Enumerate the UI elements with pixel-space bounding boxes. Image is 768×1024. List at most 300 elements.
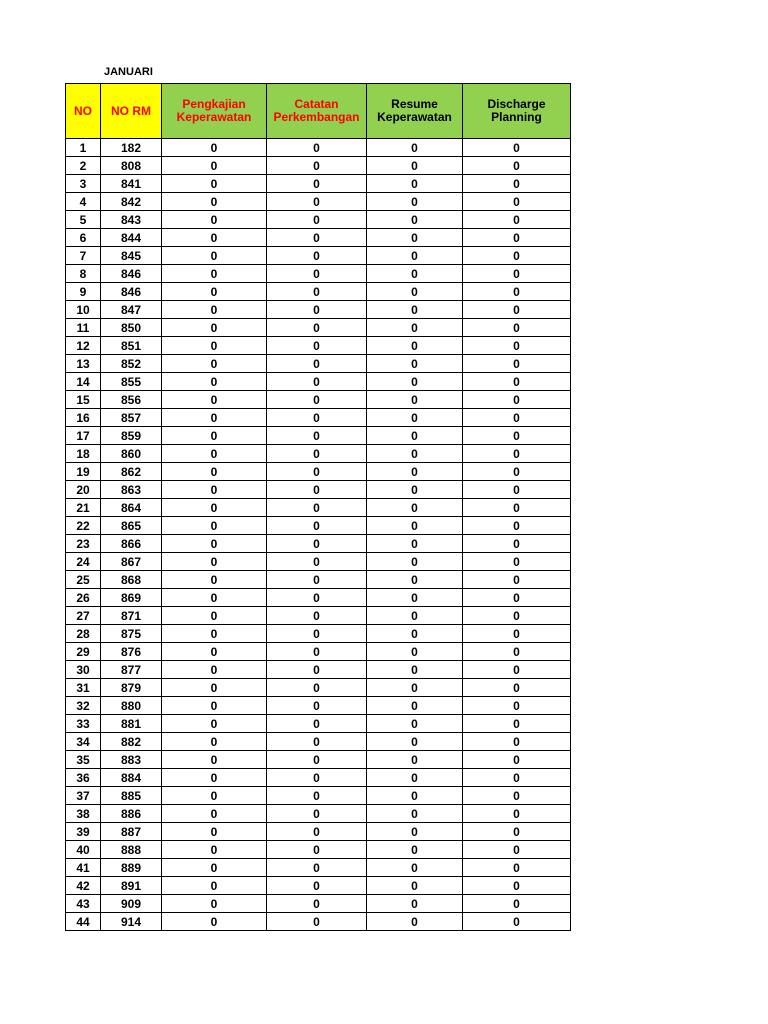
cell-no: 44	[66, 913, 101, 931]
cell-no-rm: 876	[101, 643, 162, 661]
cell-pengkajian: 0	[162, 859, 267, 877]
cell-resume: 0	[367, 697, 463, 715]
cell-resume: 0	[367, 787, 463, 805]
cell-discharge: 0	[463, 697, 571, 715]
cell-no: 39	[66, 823, 101, 841]
cell-pengkajian: 0	[162, 787, 267, 805]
table-row	[66, 229, 571, 247]
cell-pengkajian: 0	[162, 841, 267, 859]
header-text-line: Resume	[391, 97, 438, 111]
cell-resume: 0	[367, 625, 463, 643]
cell-resume: 0	[367, 535, 463, 553]
cell-no-rm: 891	[101, 877, 162, 895]
cell-discharge: 0	[463, 913, 571, 931]
table-row	[66, 607, 571, 625]
cell-pengkajian: 0	[162, 697, 267, 715]
cell-resume: 0	[367, 841, 463, 859]
table-row	[66, 517, 571, 535]
cell-catatan: 0	[267, 625, 367, 643]
cell-catatan: 0	[267, 787, 367, 805]
cell-no-rm: 882	[101, 733, 162, 751]
cell-catatan: 0	[267, 229, 367, 247]
cell-resume: 0	[367, 301, 463, 319]
cell-no-rm: 847	[101, 301, 162, 319]
cell-resume: 0	[367, 715, 463, 733]
cell-resume: 0	[367, 553, 463, 571]
cell-discharge: 0	[463, 571, 571, 589]
cell-no: 31	[66, 679, 101, 697]
cell-no-rm: 850	[101, 319, 162, 337]
table-row	[66, 859, 571, 877]
cell-catatan: 0	[267, 301, 367, 319]
cell-no: 24	[66, 553, 101, 571]
cell-pengkajian: 0	[162, 913, 267, 931]
cell-resume: 0	[367, 859, 463, 877]
cell-no: 38	[66, 805, 101, 823]
cell-catatan: 0	[267, 589, 367, 607]
cell-no: 29	[66, 643, 101, 661]
cell-no-rm: 875	[101, 625, 162, 643]
cell-pengkajian: 0	[162, 463, 267, 481]
cell-catatan: 0	[267, 139, 367, 157]
table-row	[66, 643, 571, 661]
cell-resume: 0	[367, 895, 463, 913]
table-row	[66, 355, 571, 373]
table-row	[66, 823, 571, 841]
table-row	[66, 247, 571, 265]
cell-resume: 0	[367, 175, 463, 193]
cell-pengkajian: 0	[162, 481, 267, 499]
cell-no-rm: 865	[101, 517, 162, 535]
cell-no: 42	[66, 877, 101, 895]
table-row	[66, 733, 571, 751]
cell-resume: 0	[367, 229, 463, 247]
cell-discharge: 0	[463, 139, 571, 157]
cell-resume: 0	[367, 769, 463, 787]
table-row	[66, 175, 571, 193]
table-row	[66, 661, 571, 679]
cell-pengkajian: 0	[162, 301, 267, 319]
cell-no-rm: 868	[101, 571, 162, 589]
cell-no-rm: 888	[101, 841, 162, 859]
cell-pengkajian: 0	[162, 661, 267, 679]
cell-no-rm: 914	[101, 913, 162, 931]
table-row	[66, 841, 571, 859]
table-row	[66, 913, 571, 931]
cell-discharge: 0	[463, 265, 571, 283]
cell-no: 21	[66, 499, 101, 517]
cell-discharge: 0	[463, 247, 571, 265]
table-row	[66, 193, 571, 211]
cell-discharge: 0	[463, 193, 571, 211]
cell-catatan: 0	[267, 481, 367, 499]
cell-pengkajian: 0	[162, 589, 267, 607]
table-row	[66, 211, 571, 229]
cell-no-rm: 864	[101, 499, 162, 517]
cell-discharge: 0	[463, 157, 571, 175]
cell-no: 15	[66, 391, 101, 409]
cell-discharge: 0	[463, 679, 571, 697]
table-row	[66, 589, 571, 607]
header-text-line: Keperawatan	[176, 110, 252, 124]
cell-pengkajian: 0	[162, 391, 267, 409]
nursing-documentation-table	[65, 83, 571, 931]
cell-resume: 0	[367, 823, 463, 841]
cell-no: 14	[66, 373, 101, 391]
cell-pengkajian: 0	[162, 211, 267, 229]
cell-discharge: 0	[463, 607, 571, 625]
cell-no: 12	[66, 337, 101, 355]
header-text-line: Keperawatan	[377, 110, 452, 124]
cell-no: 34	[66, 733, 101, 751]
cell-catatan: 0	[267, 247, 367, 265]
cell-no-rm: 846	[101, 265, 162, 283]
cell-pengkajian: 0	[162, 553, 267, 571]
table-row	[66, 445, 571, 463]
cell-discharge: 0	[463, 283, 571, 301]
cell-no: 22	[66, 517, 101, 535]
cell-no-rm: 866	[101, 535, 162, 553]
cell-no-rm: 889	[101, 859, 162, 877]
table-row	[66, 391, 571, 409]
cell-catatan: 0	[267, 895, 367, 913]
cell-pengkajian: 0	[162, 283, 267, 301]
cell-no-rm: 881	[101, 715, 162, 733]
cell-no: 3	[66, 175, 101, 193]
cell-resume: 0	[367, 643, 463, 661]
cell-pengkajian: 0	[162, 445, 267, 463]
cell-discharge: 0	[463, 319, 571, 337]
cell-catatan: 0	[267, 733, 367, 751]
header-no: NO	[66, 84, 101, 139]
cell-catatan: 0	[267, 337, 367, 355]
cell-discharge: 0	[463, 877, 571, 895]
cell-catatan: 0	[267, 553, 367, 571]
cell-catatan: 0	[267, 697, 367, 715]
cell-resume: 0	[367, 373, 463, 391]
cell-no-rm: 909	[101, 895, 162, 913]
table-row	[66, 895, 571, 913]
table-row	[66, 625, 571, 643]
cell-catatan: 0	[267, 913, 367, 931]
cell-no: 7	[66, 247, 101, 265]
cell-catatan: 0	[267, 427, 367, 445]
cell-resume: 0	[367, 733, 463, 751]
cell-no-rm: 884	[101, 769, 162, 787]
cell-discharge: 0	[463, 769, 571, 787]
cell-catatan: 0	[267, 463, 367, 481]
cell-pengkajian: 0	[162, 337, 267, 355]
cell-resume: 0	[367, 481, 463, 499]
cell-catatan: 0	[267, 607, 367, 625]
header-text-line: Planning	[491, 110, 542, 124]
cell-no-rm: 863	[101, 481, 162, 499]
cell-no-rm: 852	[101, 355, 162, 373]
cell-discharge: 0	[463, 859, 571, 877]
cell-pengkajian: 0	[162, 157, 267, 175]
cell-resume: 0	[367, 409, 463, 427]
cell-no: 23	[66, 535, 101, 553]
cell-discharge: 0	[463, 211, 571, 229]
table-row	[66, 697, 571, 715]
cell-no-rm: 879	[101, 679, 162, 697]
cell-catatan: 0	[267, 445, 367, 463]
cell-resume: 0	[367, 751, 463, 769]
cell-no-rm: 883	[101, 751, 162, 769]
cell-pengkajian: 0	[162, 427, 267, 445]
cell-no-rm: 844	[101, 229, 162, 247]
header-resume-keperawatan	[367, 84, 463, 139]
cell-resume: 0	[367, 247, 463, 265]
cell-discharge: 0	[463, 355, 571, 373]
cell-catatan: 0	[267, 517, 367, 535]
header-discharge-planning	[463, 84, 571, 139]
cell-discharge: 0	[463, 463, 571, 481]
cell-resume: 0	[367, 355, 463, 373]
cell-resume: 0	[367, 337, 463, 355]
cell-catatan: 0	[267, 643, 367, 661]
cell-no: 25	[66, 571, 101, 589]
cell-catatan: 0	[267, 823, 367, 841]
table-body	[66, 139, 571, 931]
cell-no-rm: 856	[101, 391, 162, 409]
table-row	[66, 535, 571, 553]
cell-no: 32	[66, 697, 101, 715]
cell-catatan: 0	[267, 193, 367, 211]
cell-no-rm: 869	[101, 589, 162, 607]
cell-resume: 0	[367, 139, 463, 157]
table-row	[66, 463, 571, 481]
cell-discharge: 0	[463, 733, 571, 751]
cell-no: 19	[66, 463, 101, 481]
cell-pengkajian: 0	[162, 679, 267, 697]
table-row	[66, 679, 571, 697]
cell-no-rm: 857	[101, 409, 162, 427]
cell-discharge: 0	[463, 301, 571, 319]
cell-resume: 0	[367, 589, 463, 607]
cell-catatan: 0	[267, 841, 367, 859]
cell-no: 30	[66, 661, 101, 679]
cell-no: 27	[66, 607, 101, 625]
cell-catatan: 0	[267, 409, 367, 427]
cell-catatan: 0	[267, 319, 367, 337]
table-row	[66, 571, 571, 589]
cell-no: 1	[66, 139, 101, 157]
table-row	[66, 481, 571, 499]
cell-catatan: 0	[267, 877, 367, 895]
table-row	[66, 751, 571, 769]
cell-discharge: 0	[463, 409, 571, 427]
cell-no: 26	[66, 589, 101, 607]
cell-no-rm: 842	[101, 193, 162, 211]
header-text-line: Discharge	[487, 97, 546, 111]
cell-no-rm: 860	[101, 445, 162, 463]
cell-no-rm: 851	[101, 337, 162, 355]
cell-catatan: 0	[267, 211, 367, 229]
cell-no: 36	[66, 769, 101, 787]
cell-resume: 0	[367, 607, 463, 625]
header-row	[66, 84, 571, 139]
cell-discharge: 0	[463, 553, 571, 571]
cell-no-rm: 182	[101, 139, 162, 157]
cell-catatan: 0	[267, 859, 367, 877]
cell-discharge: 0	[463, 643, 571, 661]
cell-no: 17	[66, 427, 101, 445]
cell-pengkajian: 0	[162, 805, 267, 823]
table-row	[66, 409, 571, 427]
cell-discharge: 0	[463, 841, 571, 859]
cell-pengkajian: 0	[162, 499, 267, 517]
cell-pengkajian: 0	[162, 643, 267, 661]
table-row	[66, 265, 571, 283]
table-row	[66, 319, 571, 337]
cell-pengkajian: 0	[162, 733, 267, 751]
cell-discharge: 0	[463, 589, 571, 607]
cell-catatan: 0	[267, 535, 367, 553]
cell-catatan: 0	[267, 373, 367, 391]
cell-catatan: 0	[267, 391, 367, 409]
cell-discharge: 0	[463, 661, 571, 679]
cell-no: 18	[66, 445, 101, 463]
cell-no: 37	[66, 787, 101, 805]
cell-pengkajian: 0	[162, 607, 267, 625]
cell-no: 33	[66, 715, 101, 733]
cell-pengkajian: 0	[162, 877, 267, 895]
cell-resume: 0	[367, 157, 463, 175]
cell-pengkajian: 0	[162, 319, 267, 337]
cell-resume: 0	[367, 427, 463, 445]
cell-no: 43	[66, 895, 101, 913]
cell-no-rm: 862	[101, 463, 162, 481]
cell-pengkajian: 0	[162, 769, 267, 787]
cell-pengkajian: 0	[162, 409, 267, 427]
cell-no-rm: 887	[101, 823, 162, 841]
table-row	[66, 769, 571, 787]
cell-no: 9	[66, 283, 101, 301]
cell-resume: 0	[367, 805, 463, 823]
cell-discharge: 0	[463, 751, 571, 769]
table-row	[66, 373, 571, 391]
cell-no: 11	[66, 319, 101, 337]
table-row	[66, 139, 571, 157]
cell-no-rm: 855	[101, 373, 162, 391]
cell-pengkajian: 0	[162, 895, 267, 913]
cell-catatan: 0	[267, 157, 367, 175]
cell-pengkajian: 0	[162, 517, 267, 535]
cell-discharge: 0	[463, 625, 571, 643]
header-pengkajian-keperawatan	[162, 84, 267, 139]
cell-pengkajian: 0	[162, 229, 267, 247]
table-row	[66, 157, 571, 175]
month-label: JANUARI	[104, 66, 153, 78]
cell-catatan: 0	[267, 283, 367, 301]
cell-resume: 0	[367, 571, 463, 589]
cell-discharge: 0	[463, 499, 571, 517]
cell-discharge: 0	[463, 229, 571, 247]
table-row	[66, 715, 571, 733]
table-row	[66, 805, 571, 823]
cell-catatan: 0	[267, 499, 367, 517]
cell-pengkajian: 0	[162, 625, 267, 643]
header-text-line: Pengkajian	[182, 97, 246, 111]
cell-no: 13	[66, 355, 101, 373]
cell-pengkajian: 0	[162, 175, 267, 193]
cell-discharge: 0	[463, 391, 571, 409]
header-catatan-perkembangan	[267, 84, 367, 139]
cell-pengkajian: 0	[162, 265, 267, 283]
table-row	[66, 427, 571, 445]
cell-catatan: 0	[267, 571, 367, 589]
cell-resume: 0	[367, 661, 463, 679]
cell-no: 28	[66, 625, 101, 643]
cell-resume: 0	[367, 391, 463, 409]
cell-pengkajian: 0	[162, 193, 267, 211]
cell-discharge: 0	[463, 445, 571, 463]
cell-no-rm: 845	[101, 247, 162, 265]
cell-discharge: 0	[463, 175, 571, 193]
cell-catatan: 0	[267, 175, 367, 193]
cell-discharge: 0	[463, 895, 571, 913]
table-row	[66, 553, 571, 571]
table-row	[66, 337, 571, 355]
cell-no: 10	[66, 301, 101, 319]
cell-pengkajian: 0	[162, 571, 267, 589]
cell-no-rm: 877	[101, 661, 162, 679]
cell-resume: 0	[367, 499, 463, 517]
cell-no-rm: 885	[101, 787, 162, 805]
cell-no: 8	[66, 265, 101, 283]
cell-catatan: 0	[267, 265, 367, 283]
cell-pengkajian: 0	[162, 247, 267, 265]
cell-no-rm: 871	[101, 607, 162, 625]
cell-no-rm: 867	[101, 553, 162, 571]
cell-resume: 0	[367, 679, 463, 697]
cell-discharge: 0	[463, 715, 571, 733]
cell-no: 35	[66, 751, 101, 769]
header-no-rm: NO RM	[101, 84, 162, 139]
cell-no: 2	[66, 157, 101, 175]
cell-resume: 0	[367, 265, 463, 283]
cell-discharge: 0	[463, 823, 571, 841]
cell-discharge: 0	[463, 427, 571, 445]
cell-no-rm: 880	[101, 697, 162, 715]
cell-resume: 0	[367, 211, 463, 229]
cell-resume: 0	[367, 283, 463, 301]
cell-pengkajian: 0	[162, 373, 267, 391]
cell-no: 41	[66, 859, 101, 877]
cell-resume: 0	[367, 319, 463, 337]
cell-resume: 0	[367, 913, 463, 931]
cell-pengkajian: 0	[162, 535, 267, 553]
cell-catatan: 0	[267, 805, 367, 823]
cell-catatan: 0	[267, 751, 367, 769]
header-text-line: Catatan	[294, 97, 339, 111]
cell-pengkajian: 0	[162, 823, 267, 841]
cell-pengkajian: 0	[162, 715, 267, 733]
cell-no: 20	[66, 481, 101, 499]
cell-catatan: 0	[267, 715, 367, 733]
header-text-line: Perkembangan	[273, 110, 360, 124]
cell-no: 40	[66, 841, 101, 859]
cell-discharge: 0	[463, 517, 571, 535]
cell-resume: 0	[367, 517, 463, 535]
cell-no: 16	[66, 409, 101, 427]
cell-pengkajian: 0	[162, 355, 267, 373]
table-row	[66, 877, 571, 895]
table-row	[66, 499, 571, 517]
cell-no: 5	[66, 211, 101, 229]
cell-catatan: 0	[267, 679, 367, 697]
